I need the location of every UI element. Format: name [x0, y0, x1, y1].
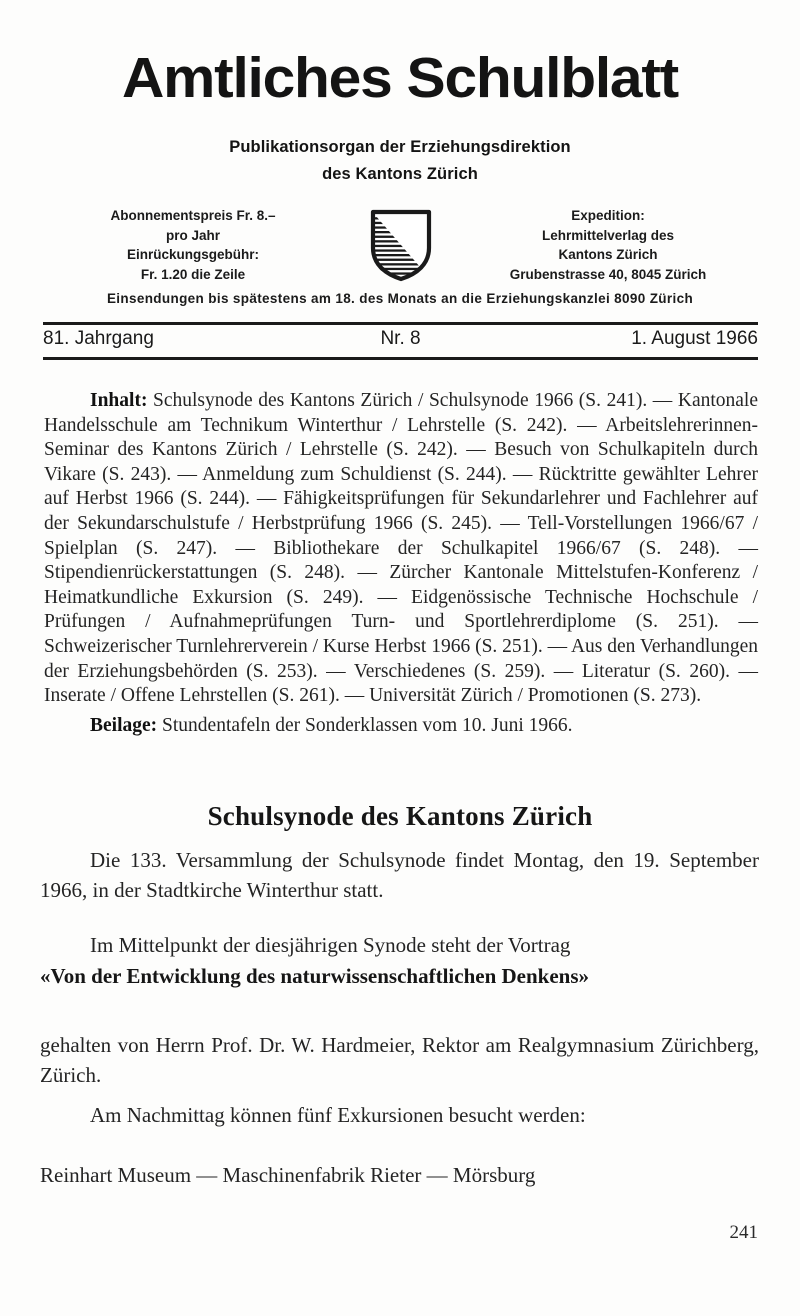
masthead-subtitle-line-2: des Kantons Zürich [322, 165, 478, 183]
issue-volume: 81. Jahrgang [43, 328, 154, 349]
table-of-contents [44, 389, 758, 738]
toc-beilage-label: Beilage: [90, 714, 158, 736]
page-title: Amtliches Schulblatt [122, 46, 678, 110]
page-number: 241 [729, 1222, 758, 1243]
masthead-info-band [43, 206, 758, 286]
toc-beilage-paragraph [44, 714, 758, 739]
toc-inhalt-text: Schulsynode des Kantons Zürich / Schulsynode 1966 (S. 241). — Kantonale Handelsschule am Technikum Winterthur / Lehrstelle (S. 242). — Arbeitslehrerinnen-Seminar des Kantons Zürich / Lehrstelle (S. 242). — Besuch von Schulkapiteln durch Vikare (S. 243). — Anmeldung zum Schuldienst (S. 244). — Rücktritte gewählter Lehrer auf Herbst 1966 (S. 244). — Fähigkeitsprüfungen für Sekundarlehrer und Fachlehrer auf der Sekundarschulstufe / Herbstprüfung 1966 (S. 245). — Tell-Vorstellungen 1966/67 / Spielplan (S. 247). — Bibliothekare der Schulkapitel 1966/67 (S. 248). — Stipendienrückerstattungen (S. 248). — Zürcher Kantonale Mittelstufen-Konferenz / Heimatkundliche Exkursion (S. 249). — Eidgenössische Technische Hochschule / Prüfungen / Aufnahmeprüfungen Turn- und Sportlehrerdiplome (S. 251). — Schweizerischer Turnlehrerverein / Kurse Herbst 1966 (S. 251). — Aus den Verhandlungen der Erziehungsbehörden (S. 253). — Verschiedenes (S. 259). — Literatur (S. 260). — Inserate / Offene Lehrstellen (S. 261). — Universität Zürich / Promotionen (S. 273). [44, 390, 758, 707]
article-paragraph-3 [40, 1030, 759, 1090]
article-paragraph-2-text: Im Mittelpunkt der diesjährigen Synode steht der Vortrag [90, 933, 571, 957]
issue-number: Nr. 8 [380, 328, 421, 349]
toc-inhalt-label: Inhalt: [90, 390, 148, 411]
issue-line [43, 328, 758, 356]
masthead-subtitle-line-1: Publikationsorgan der Erziehungsdirektion [229, 138, 571, 156]
article-lecture-title: «Von der Entwicklung des naturwissenschaftlichen Denkens» [40, 964, 590, 988]
article-paragraph-5 [40, 1160, 759, 1190]
toc-beilage-text: Stundentafeln der Sonderklassen vom 10. Juni 1966. [157, 714, 573, 736]
article-paragraph-3-text: gehalten von Herrn Prof. Dr. W. Hardmeier, Rektor am Realgymnasium Zürichberg, Zürich. [40, 1033, 759, 1087]
article-paragraph-1-text: Die 133. Versammlung der Schulsynode findet Montag, den 19. September 1966, in der Stadtkirche Winterthur statt. [40, 848, 759, 902]
zurich-coat-of-arms-icon [369, 208, 433, 282]
article-paragraph-4 [40, 1100, 759, 1130]
article-paragraph-5-text: Reinhart Museum — Maschinenfabrik Rieter — Mörsburg [40, 1163, 536, 1187]
issue-rule-bottom [43, 357, 758, 360]
article-paragraph-1 [40, 845, 759, 905]
article-paragraph-4-text: Am Nachmittag können fünf Exkursionen besucht werden: [90, 1103, 586, 1127]
issue-rule-top [43, 322, 758, 325]
submission-notice: Einsendungen bis spätestens am 18. des Monats an die Erziehungskanzlei 8090 Zürich [106, 291, 694, 306]
subscription-info: Abonnementspreis Fr. 8.– pro Jahr Einrückungsgebühr: Fr. 1.20 die Zeile [110, 208, 276, 282]
issue-date: 1. August 1966 [631, 328, 758, 349]
toc-inhalt-paragraph [44, 389, 758, 709]
article-paragraph-2 [40, 930, 759, 960]
article-heading: Schulsynode des Kantons Zürich [207, 801, 593, 831]
expedition-info: Expedition: Lehrmittelverlag des Kantons Zürich Grubenstrasse 40, 8045 Zürich [509, 208, 707, 282]
